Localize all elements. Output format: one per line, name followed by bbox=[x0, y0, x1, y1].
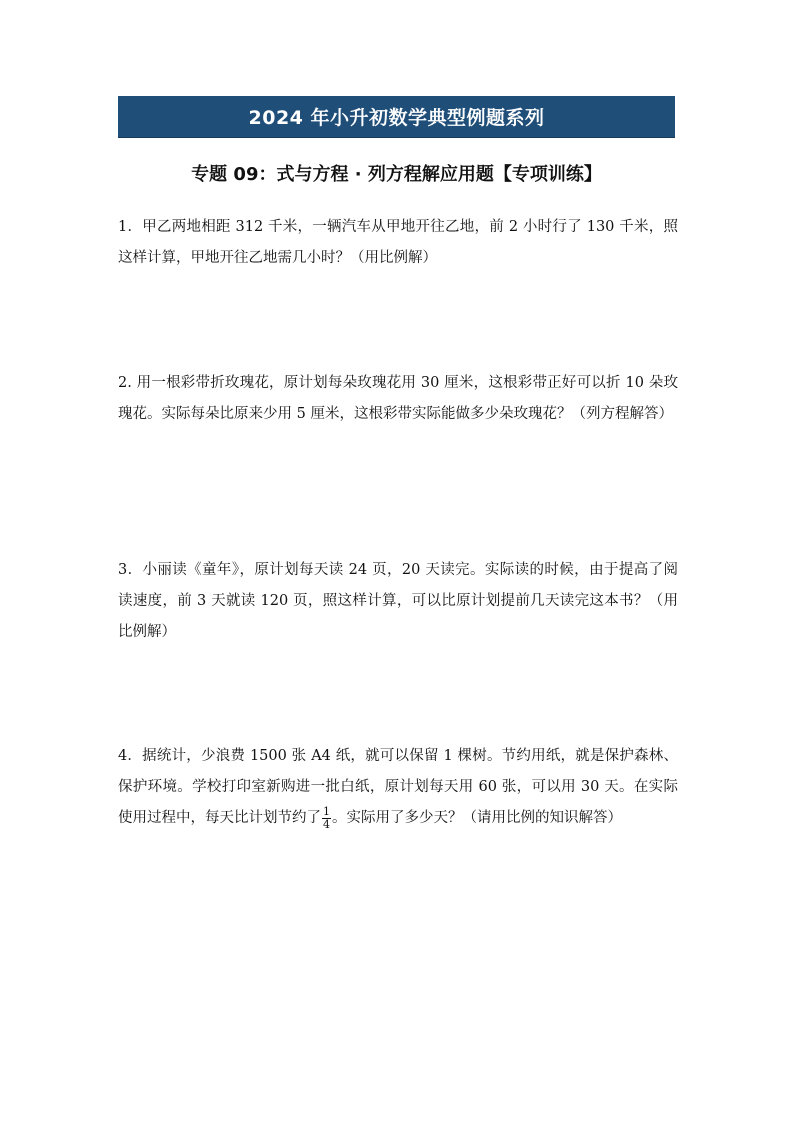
series-title: 2024 年小升初数学典型例题系列 bbox=[248, 107, 545, 129]
question-4 bbox=[118, 741, 678, 834]
series-title-banner bbox=[118, 96, 675, 138]
fraction-numerator: 1 bbox=[323, 804, 330, 818]
fraction-denominator: 4 bbox=[323, 817, 330, 831]
question-4-text-before: 4．据统计，少浪费 1500 张 A4 纸，就可以保留 1 棵树。节约用纸，就是保护森林、保护环境。学校打印室新购进一批白纸，原计划每天用 60 张，可以用 30 天。在实际使用过程中，每天比计划节约了 bbox=[118, 748, 678, 826]
question-2: 2. 用一根彩带折玫瑰花，原计划每朵玫瑰花用 30 厘米，这根彩带正好可以折 10 朵玫瑰花。实际每朵比原来少用 5 厘米，这根彩带实际能做多少朵玫瑰花？（列方程解答） bbox=[118, 375, 678, 422]
fraction-one-quarter bbox=[322, 806, 331, 831]
topic-title: 专题 09：式与方程 · 列方程解应用题【专项训练】 bbox=[191, 164, 602, 185]
question-3: 3．小丽读《童年》，原计划每天读 24 页，20 天读完。实际读的时候，由于提高了阅读速度，前 3 天就读 120 页，照这样计算，可以比原计划提前几天读完这本书？（用比例解） bbox=[118, 562, 678, 640]
question-4-text-after: 。实际用了多少天？（请用比例的知识解答） bbox=[332, 810, 622, 826]
question-1: 1．甲乙两地相距 312 千米，一辆汽车从甲地开往乙地，前 2 小时行了 130 千米，照这样计算，甲地开往乙地需几小时？（用比例解） bbox=[118, 219, 678, 266]
